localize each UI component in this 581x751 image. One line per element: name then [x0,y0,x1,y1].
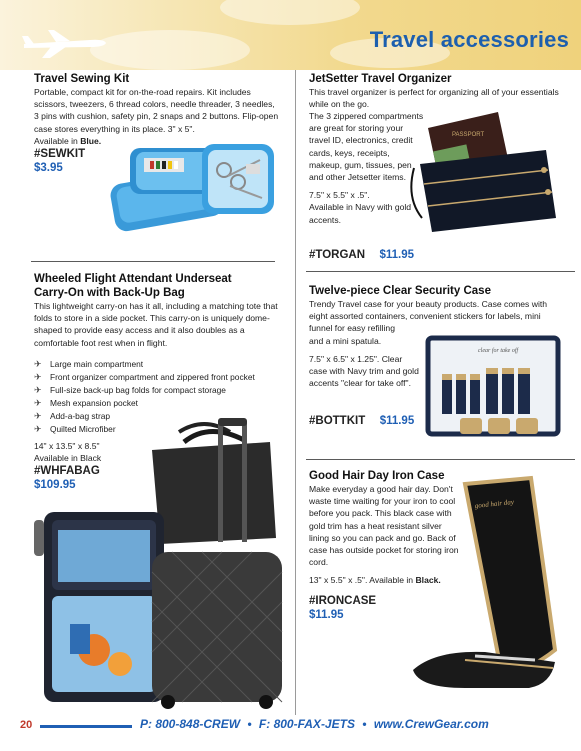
airplane-bullet-icon: ✈ [34,398,42,408]
product-description: Make everyday a good hair day. Don't waste time waiting for your iron to cool before you pack. This black case with gold trim has a heat resistant silver lining so you can pack and go. Back of case has outside pocket for storing iron cord. [309,484,459,568]
product-sku: #IRONCASE [309,595,377,608]
svg-text:clear for take off: clear for take off [478,348,519,354]
product-availability: Available in Navy with gold accents. [309,202,412,225]
product-price: $11.95 [309,609,344,622]
separator-dot: • [362,717,367,731]
sewing-kit-image [110,140,280,232]
cloud-decoration [90,30,250,70]
product-sku: #TORGAN [309,249,366,261]
product-description: This travel organizer is perfect for organizing all of your essentials while on the go. [309,87,559,110]
product-price: $11.95 [379,249,415,261]
airplane-icon [20,22,110,62]
airplane-bullet-icon: ✈ [34,385,42,395]
website-link[interactable]: www.CrewGear.com [373,717,489,731]
product-sku: #BOTTKIT [309,415,366,427]
product-sku: #WHFABAG [34,465,100,478]
wheeled-bag-image [34,412,284,712]
page-footer [0,717,581,735]
product-title: Travel Sewing Kit [34,73,130,85]
fax-number: F: 800-FAX-JETS [258,717,355,731]
cloud-decoration [220,0,360,25]
product-title: Good Hair Day Iron Case [309,470,445,482]
product-dimensions: 7.5" x 5.5" x .5". [309,190,370,201]
jetsetter-details [309,110,424,226]
airplane-bullet-icon: ✈ [34,424,42,434]
product-price: $11.95 [379,415,415,427]
page-title: Travel accessories [369,27,569,52]
security-case-details [309,353,421,390]
product-title-line1: Wheeled Flight Attendant Underseat [34,273,232,285]
page-header [0,0,581,70]
page-number: 20 [20,719,33,731]
product-dimensions: 13" x 5.5" x .5". Available in Black. [309,575,441,585]
feature-item: ✈ Mesh expansion pocket [34,398,138,408]
iron-case-image [405,474,565,710]
feature-item: ✈ Large main compartment [34,359,144,369]
airplane-bullet-icon: ✈ [34,372,42,382]
product-description: Portable, compact kit for on-the-road repairs. Kit includes scissors, tweezers, 6 thread colors, needle threader, 3 needles, 3 pins with cushion, safety pin, 2 snaps and 2 buttons. Flip-open case stores everything in its place. 3" x 5". [34,87,279,134]
svg-text:PASSPORT: PASSPORT [452,132,485,138]
airplane-bullet-icon: ✈ [34,359,42,369]
product-price: $109.95 [34,479,76,492]
section-divider [306,459,575,460]
section-divider [31,261,275,262]
svg-text:good hair day: good hair day [474,497,515,510]
feature-item: ✈ Quilted Microfiber [34,424,116,434]
security-case-image [424,334,564,444]
product-availability: Available in Black [34,453,102,464]
product-dimensions: 14" x 13.5" x 8.5" [34,441,100,451]
jetsetter-organizer-image [410,108,560,238]
feature-item: ✈ Front organizer compartment and zippered front pocket [34,372,255,382]
product-description-detail: The 3 zippered compartments are great for storing your travel ID, electronics, credit cards, keys, receipts, makeup, gum, tissues, pen and other Jetsetter items. [309,111,424,183]
product-title: JetSetter Travel Organizer [309,73,452,85]
feature-item: ✈ Full-size back-up bag folds for compact storage [34,385,226,395]
product-description: Trendy Travel case for your beauty products. Case comes with eight assorted containers, convenient stickers for labels, mini funnel for easy refilling and a mini spatula. [309,299,548,346]
product-title-line2: Carry-On with Back-Up Bag [34,287,185,299]
jetsetter-price-row [309,245,559,263]
contact-info [140,717,489,731]
product-wheeled-bag [34,272,279,349]
section-divider [306,271,575,272]
feature-item: ✈ Add-a-bag strap [34,411,111,421]
column-divider [295,70,296,715]
product-description: This lightweight carry-on has it all, including a matching tote that folds to store in a side pocket. This carry-on is uniquely dome-shaped to provide easy access and it also doubles as a comfortable foot rest when in flight. [34,301,278,348]
product-sku: #SEWKIT [34,148,86,161]
airplane-bullet-icon: ✈ [34,411,42,421]
footer-rule [40,725,132,728]
product-jetsetter [309,72,559,110]
separator-dot: • [247,717,252,731]
product-title: Twelve-piece Clear Security Case [309,285,491,297]
product-description-detail: 7.5" x 6.5" x 1.25". Clear case with Navy trim and gold accents "clear for take off". [309,354,419,389]
phone-number: P: 800-848-CREW [140,717,241,731]
product-availability: Available in Blue. [34,135,102,146]
product-price: $3.95 [34,162,63,175]
